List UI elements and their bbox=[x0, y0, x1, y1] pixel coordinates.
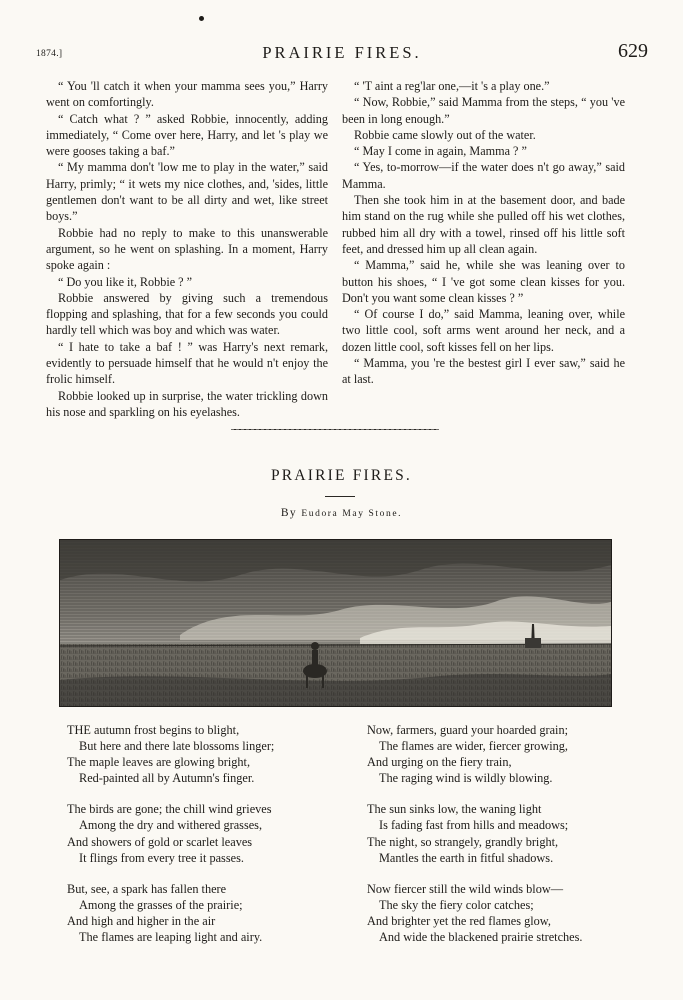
paragraph: Then she took him in at the basement door, and bade him stand on the rug while she pulled off his wet clothes, rubbed him all dry with a towel, rinsed off his little soft feet, and dressed him up all clean again. bbox=[342, 193, 625, 256]
running-title: PRAIRIE FIRES. bbox=[262, 43, 422, 62]
poem-column-left bbox=[67, 722, 342, 960]
paragraph: “ My mamma don't 'low me to play in the water,” said Harry, primly; “ it wets my nice clothes, and, 'sides, little gentlemen don't want to be all dirty and wet, like street boys.” bbox=[46, 160, 328, 224]
verse-line: And brighter yet the red flames glow, bbox=[367, 913, 551, 928]
paragraph: “ Of course I do,” said Mamma, leaning over, while two little cool, soft arms went around her neck, and a dozen little cool, soft kisses fell on her lips. bbox=[342, 307, 625, 354]
verse-line: But, see, a spark has fallen there bbox=[67, 881, 227, 896]
author-name: Eudora May Stone. bbox=[301, 509, 403, 519]
verse-line: And high and higher in the air bbox=[67, 913, 216, 928]
verse-line: And urging on the fiery train, bbox=[367, 755, 512, 770]
paragraph: “ I hate to take a baf ! ” was Harry's next remark, evidently to persuade himself that he would n't enjoy the frolic himself. bbox=[46, 339, 328, 387]
stanza bbox=[67, 801, 342, 865]
verse-line: The flames are wider, fiercer growing, bbox=[379, 739, 568, 754]
verse-line: And wide the blackened prairie stretches. bbox=[379, 930, 583, 945]
stanza bbox=[67, 881, 342, 945]
verse-line: Red-painted all by Autumn's finger. bbox=[79, 771, 255, 786]
byline bbox=[0, 507, 683, 519]
paragraph: “ Mamma,” said he, while she was leaning over to button his shoes, “ I 've got some clean kisses for you. Don't you want some clean kisses ? ” bbox=[342, 258, 625, 305]
paragraph: “ Mamma, you 're the bestest girl I ever saw,” said he at last. bbox=[342, 356, 625, 387]
verse-line: The sky the fiery color catches; bbox=[379, 897, 534, 912]
verse-line: It flings from every tree it passes. bbox=[79, 850, 244, 865]
paragraph: “ Catch what ? ” asked Robbie, innocently, adding immediately, “ Come over here, Harry, and let 's play we were gooses taking a baf.” bbox=[46, 111, 328, 159]
story-column-right bbox=[342, 78, 625, 388]
stanza bbox=[67, 722, 342, 786]
stanza bbox=[367, 881, 642, 945]
stanza bbox=[367, 801, 642, 865]
poem-column-right bbox=[367, 722, 642, 960]
verse-line: The maple leaves are glowing bright, bbox=[67, 755, 251, 770]
title-rule bbox=[325, 496, 355, 497]
running-header bbox=[36, 40, 648, 70]
paragraph: “ Do you like it, Robbie ? ” bbox=[58, 274, 193, 289]
verse-line: The flames are leaping light and airy. bbox=[79, 930, 263, 945]
ink-dot bbox=[199, 16, 204, 21]
paragraph: “ May I come in again, Mamma ? ” bbox=[354, 144, 527, 159]
paragraph: “ Yes, to-morrow—if the water does n't go away,” said Mamma. bbox=[342, 160, 625, 191]
verse-line: Among the grasses of the prairie; bbox=[79, 897, 243, 912]
verse-line: Now fiercer still the wild winds blow— bbox=[367, 881, 564, 896]
section-divider bbox=[231, 429, 439, 430]
verse-line: THE autumn frost begins to blight, bbox=[67, 723, 240, 737]
paragraph: Robbie had no reply to make to this unanswerable argument, so he went on splashing. In a moment, Harry spoke again : bbox=[46, 225, 328, 273]
verse-line: But here and there late blossoms linger; bbox=[79, 739, 275, 754]
verse-line: And showers of gold or scarlet leaves bbox=[67, 834, 253, 849]
prairie-fire-engraving-icon bbox=[60, 540, 611, 706]
stanza bbox=[367, 722, 642, 786]
byline-prefix: By bbox=[280, 507, 298, 519]
verse-line: Now, farmers, guard your hoarded grain; bbox=[367, 723, 569, 737]
verse-line: The sun sinks low, the waning light bbox=[367, 802, 542, 817]
paragraph: “ 'T aint a reg'lar one,—it 's a play one.” bbox=[354, 79, 550, 93]
prairie-fire-illustration bbox=[59, 539, 612, 707]
paragraph: “ You 'll catch it when your mamma sees you,” Harry went on comfortingly. bbox=[46, 79, 328, 110]
verse-line: Among the dry and withered grasses, bbox=[79, 818, 263, 833]
poem-title: PRAIRIE FIRES. bbox=[270, 467, 413, 484]
issue-year: 1874.] bbox=[36, 49, 63, 59]
page-number: 629 bbox=[618, 40, 648, 62]
paragraph: “ Now, Robbie,” said Mamma from the steps, “ you 've been in long enough.” bbox=[342, 95, 625, 126]
verse-line: Mantles the earth in fitful shadows. bbox=[379, 850, 554, 865]
verse-line: The night, so strangely, grandly bright, bbox=[367, 834, 559, 849]
paragraph: Robbie came slowly out of the water. bbox=[354, 127, 536, 142]
verse-line: Is fading fast from hills and meadows; bbox=[379, 818, 569, 833]
paragraph: Robbie looked up in surprise, the water trickling down his nose and sparkling on his eyelashes. bbox=[46, 388, 328, 419]
story-column-left bbox=[46, 78, 328, 420]
verse-line: The birds are gone; the chill wind grieves bbox=[67, 802, 272, 817]
verse-line: The raging wind is wildly blowing. bbox=[379, 771, 553, 786]
paragraph: Robbie answered by giving such a tremendous flopping and splashing, that for a few seconds you could hardly tell which was boy and which was water. bbox=[46, 290, 328, 338]
